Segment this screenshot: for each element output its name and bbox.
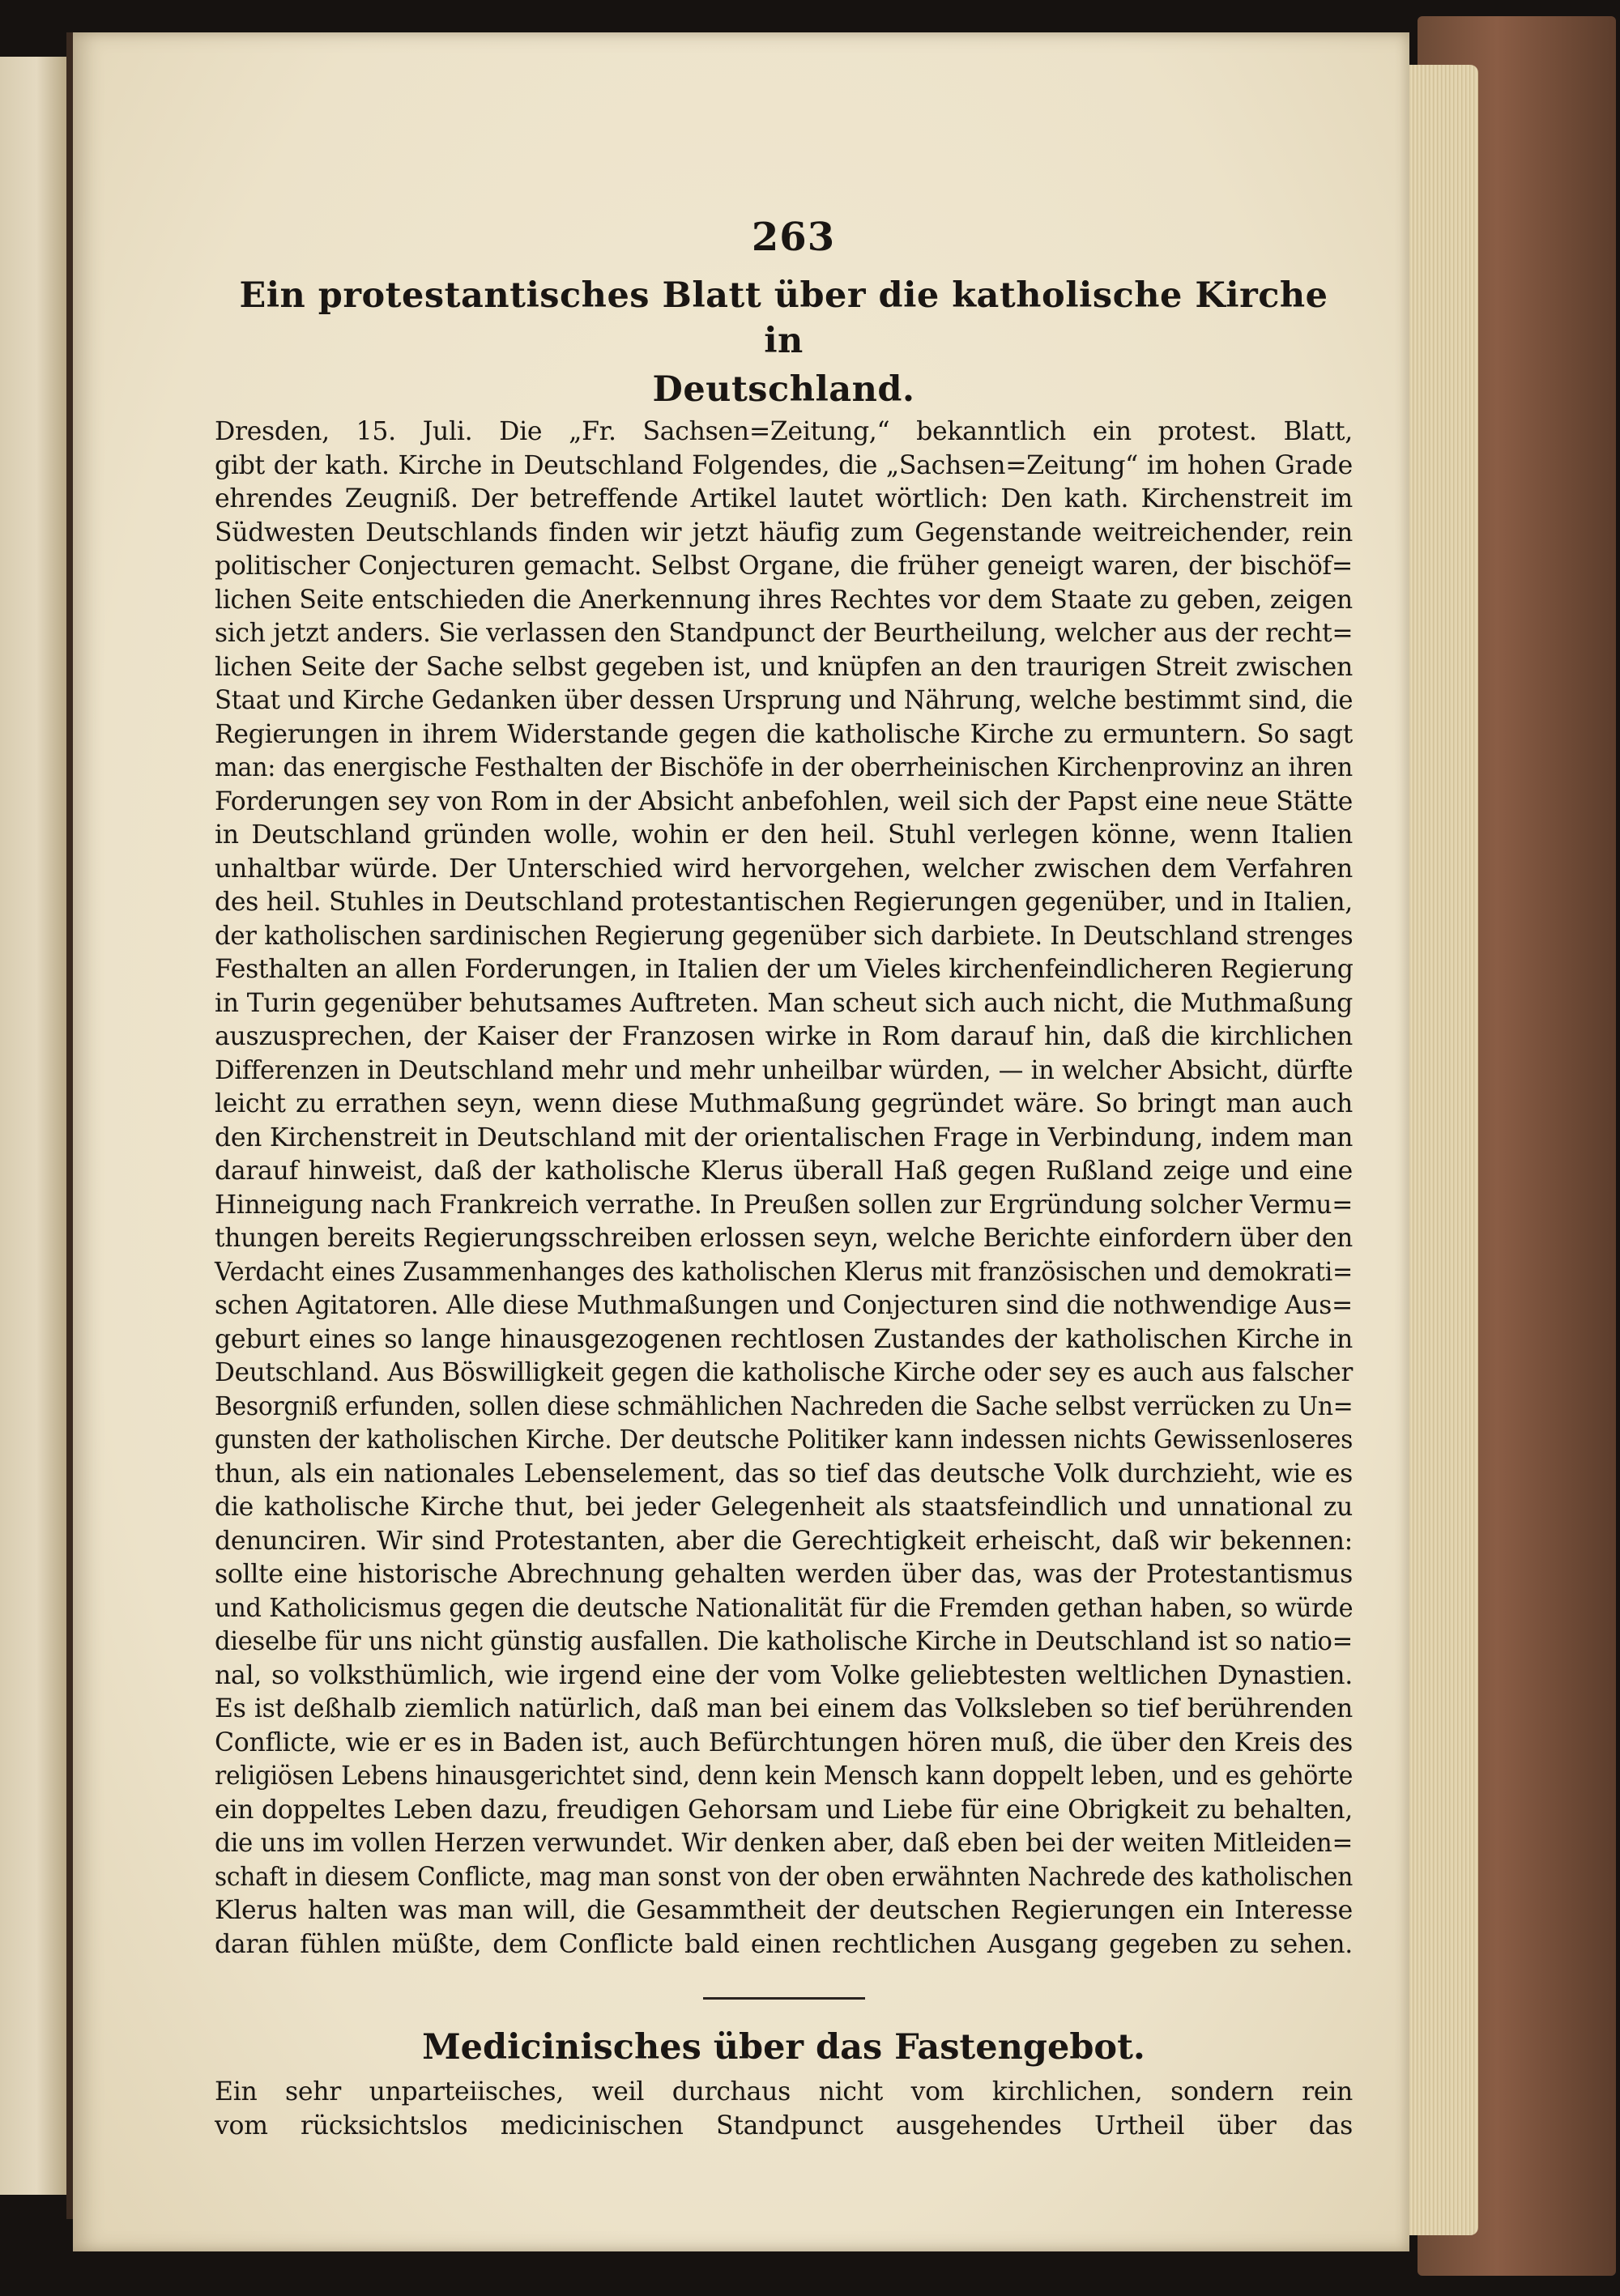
text-line: darauf hinweist, daß der katholische Klerus überall Haß gegen Rußland zeige und eine [215, 1157, 1353, 1186]
text-line: Forderungen sey von Rom in der Absicht anbefohlen, weil sich der Papst eine neue Stätte [215, 786, 1354, 816]
text-line: gunsten der katholischen Kirche. Der deutsche Politiker kann indessen nichts Gewissenloseres [215, 1425, 1354, 1455]
book-page [73, 32, 1409, 2251]
text-line: sich jetzt anders. Sie verlassen den Standpunct der Beurtheilung, welcher aus der recht= [215, 619, 1354, 648]
text-line: unhaltbar würde. Der Unterschied wird hervorgehen, welcher zwischen dem Verfahren [215, 854, 1353, 884]
article-title [215, 273, 1353, 364]
text-line: Es ist deßhalb ziemlich natürlich, daß man bei einem das Volksleben so tief berührenden [215, 1694, 1353, 1723]
text-line: Staat und Kirche Gedanken über dessen Ursprung und Nährung, welche bestimmt sind, die [215, 686, 1354, 715]
section-divider [703, 1997, 865, 2000]
text-line: Differenzen in Deutschland mehr und mehr unheilbar würden, — in welcher Absicht, dürfte [215, 1055, 1354, 1085]
text-line: gibt der kath. Kirche in Deutschland Folgendes, die „Sachsen=Zeitung“ im hohen Grade [215, 450, 1353, 480]
text-line: geburt eines so lange hinausgezogenen rechtlosen Zustandes der katholischen Kirche in [215, 1324, 1353, 1354]
page-content [215, 215, 1353, 2143]
text-line: thun, als ein nationales Lebenselement, das so tief das deutsche Volk durchzieht, wie es [215, 1459, 1353, 1489]
article-title-continued [215, 367, 1353, 412]
text-line: Südwesten Deutschlands finden wir jetzt häufig zum Gegenstande weitreichender, rein [215, 518, 1353, 547]
text-line: und Katholicismus gegen die deutsche Nationalität für die Fremden gethan haben, so würde [215, 1593, 1354, 1623]
text-line: man: das energische Festhalten der Bischöfe in der oberrheinischen Kirchenprovinz an ihren [215, 753, 1353, 782]
text-line: politischer Conjecturen gemacht. Selbst Organe, die früher geneigt waren, der bischöf= [215, 552, 1353, 581]
text-line: ehrendes Zeugniß. Der betreffende Artikel lautet wörtlich: Den kath. Kirchenstreit im [215, 484, 1353, 513]
page-number: 263 [751, 215, 836, 260]
text-line: schaft in diesem Conflicte, mag man sonst von der oben erwähnten Nachrede des katholischen [215, 1862, 1354, 1892]
text-line: lichen Seite der Sache selbst gegeben ist, und knüpfen an den traurigen Streit zwischen [215, 652, 1353, 682]
text-line: die uns im vollen Herzen verwundet. Wir denken aber, daß eben bei der weiten Mitleiden= [215, 1829, 1354, 1858]
text-line: daran fühlen müßte, dem Conflicte bald einen rechtlichen Ausgang gegeben zu sehen. [215, 1929, 1353, 1959]
text-line: thungen bereits Regierungsschreiben erlossen seyn, welche Berichte einfordern über den [215, 1224, 1353, 1253]
second-article-body [215, 2076, 1353, 2143]
article-title-line-2: Deutschland. [652, 369, 915, 410]
text-line: Deutschland. Aus Böswilligkeit gegen die katholische Kirche oder sey es auch aus falscher [215, 1358, 1354, 1387]
text-line: religiösen Lebens hinausgerichtet sind, denn kein Mensch kann doppelt leben, und es gehörte [215, 1761, 1354, 1791]
text-line: Klerus halten was man will, die Gesammtheit der deutschen Regierungen ein Interesse [215, 1896, 1353, 1925]
text-line: vom rücksichtslos medicinischen Standpunct ausgehendes Urtheil über das [215, 2111, 1353, 2141]
text-line: dieselbe für uns nicht günstig ausfallen. Die katholische Kirche in Deutschland ist so natio= [215, 1627, 1353, 1656]
text-line: Ein sehr unparteiisches, weil durchaus nicht vom kirchlichen, sondern rein [215, 2077, 1353, 2106]
text-line: schen Agitatoren. Alle diese Muthmaßungen und Conjecturen sind die nothwendige Aus= [215, 1291, 1353, 1320]
text-line: leicht zu errathen seyn, wenn diese Muthmaßung gegründet wäre. So bringt man auch [215, 1089, 1353, 1118]
article-body [215, 415, 1353, 1962]
text-line: Conflicte, wie er es in Baden ist, auch Befürchtungen hören muß, die über den Kreis des [215, 1727, 1353, 1757]
text-line: Verdacht eines Zusammenhanges des katholischen Klerus mit französischen und demokrati= [215, 1257, 1353, 1287]
text-line: Besorgniß erfunden, sollen diese schmählichen Nachreden die Sache selbst verrücken zu Un= [215, 1391, 1354, 1421]
text-line: in Deutschland gründen wolle, wohin er den heil. Stuhl verlegen könne, wenn Italien [215, 820, 1353, 850]
text-line: des heil. Stuhles in Deutschland protestantischen Regierungen gegenüber, und in Italien, [215, 888, 1354, 917]
page-edges [1401, 65, 1478, 2235]
text-line: Dresden, 15. Juli. Die „Fr. Sachsen=Zeitung,“ bekanntlich ein protest. Blatt, [215, 417, 1353, 446]
article-title-line-1: Ein protestantisches Blatt über die katholische Kirche in [239, 275, 1328, 361]
text-line: auszusprechen, der Kaiser der Franzosen wirke in Rom darauf hin, daß die kirchlichen [215, 1022, 1353, 1051]
text-line: Festhalten an allen Forderungen, in Italien der um Vieles kirchenfeindlicheren Regierung [215, 955, 1354, 984]
text-line: Regierungen in ihrem Widerstande gegen die katholische Kirche zu ermuntern. So sagt [215, 719, 1353, 749]
second-article-title: Medicinisches über das Fastengebot. [422, 2027, 1145, 2068]
text-line: der katholischen sardinischen Regierung gegenüber sich darbiete. In Deutschland strenges [215, 921, 1354, 951]
text-line: Hinneigung nach Frankreich verrathe. In Preußen sollen zur Ergründung solcher Vermu= [215, 1190, 1354, 1220]
text-line: lichen Seite entschieden die Anerkennung ihres Rechtes vor dem Staate zu geben, zeigen [215, 585, 1353, 615]
text-line: ein doppeltes Leben dazu, freudigen Gehorsam und Liebe für eine Obrigkeit zu behalten, [215, 1795, 1353, 1825]
text-line: den Kirchenstreit in Deutschland mit der orientalischen Frage in Verbindung, indem man [215, 1122, 1354, 1152]
text-line: denunciren. Wir sind Protestanten, aber die Gerechtigkeit erheischt, daß wir bekennen: [215, 1526, 1353, 1556]
text-line: nal, so volksthümlich, wie irgend eine der vom Volke geliebtesten weltlichen Dynastien. [215, 1660, 1353, 1690]
text-line: sollte eine historische Abrechnung gehalten werden über das, was der Protestantismus [215, 1560, 1353, 1589]
text-line: die katholische Kirche thut, bei jeder Gelegenheit als staatsfeindlich und unnational zu [215, 1493, 1353, 1522]
text-line: in Turin gegenüber behutsames Auftreten. Man scheut sich auch nicht, die Muthmaßung [215, 988, 1353, 1018]
left-facing-page-edge [0, 57, 69, 2195]
